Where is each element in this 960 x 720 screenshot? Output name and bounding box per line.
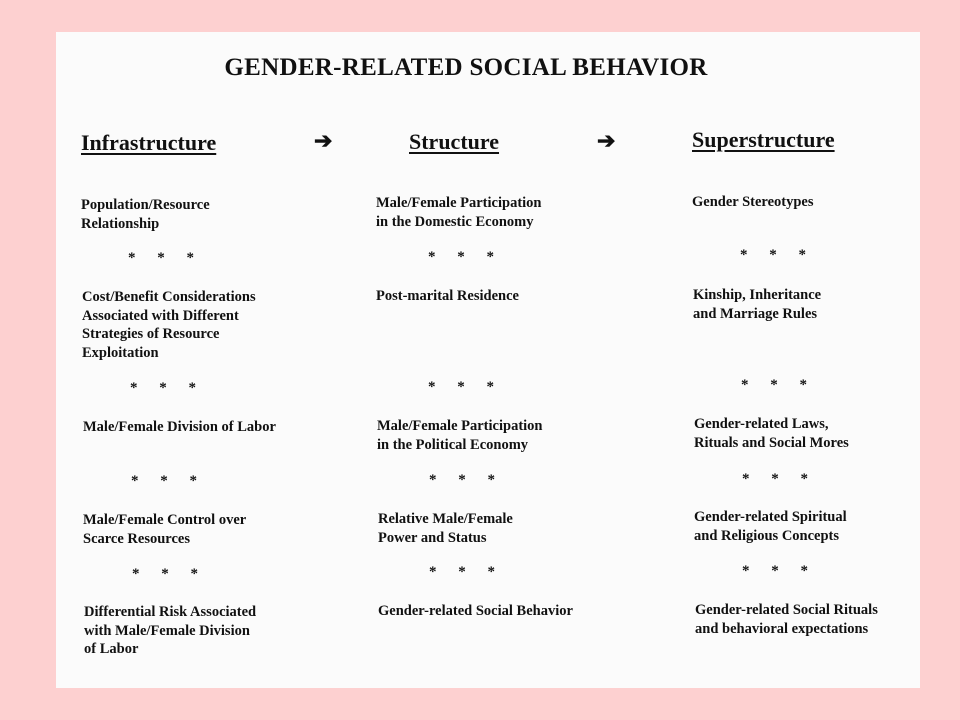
separator: * * * bbox=[742, 471, 817, 487]
superstructure-item-2: Kinship, Inheritance and Marriage Rules bbox=[693, 287, 822, 322]
heading-superstructure: Superstructure bbox=[692, 127, 835, 152]
arrow-right-icon: ➔ bbox=[597, 128, 616, 153]
superstructure-item-1: Gender Stereotypes bbox=[692, 194, 814, 210]
infrastructure-item-4: Male/Female Control over Scarce Resources bbox=[83, 512, 247, 547]
separator: * * * bbox=[742, 563, 817, 579]
separator: * * * bbox=[429, 564, 504, 580]
separator: * * * bbox=[429, 472, 504, 488]
infrastructure-item-2: Cost/Benefit Considerations Associated with Different Strategies of Resource Exploitation bbox=[82, 289, 256, 361]
infrastructure-item-1: Population/Resource Relationship bbox=[81, 197, 210, 232]
heading-infrastructure: Infrastructure bbox=[81, 130, 217, 155]
structure-item-1: Male/Female Participation in the Domestic Economy bbox=[376, 195, 542, 230]
separator: * * * bbox=[130, 380, 205, 396]
infrastructure-item-3: Male/Female Division of Labor bbox=[83, 419, 276, 435]
separator: * * * bbox=[741, 377, 816, 393]
separator: * * * bbox=[740, 247, 815, 263]
superstructure-item-3: Gender-related Laws, Rituals and Social Mores bbox=[694, 416, 849, 451]
diagram-card bbox=[56, 32, 920, 688]
superstructure-item-4: Gender-related Spiritual and Religious Concepts bbox=[694, 509, 847, 544]
structure-item-2: Post-marital Residence bbox=[376, 288, 519, 304]
structure-item-4: Relative Male/Female Power and Status bbox=[378, 511, 513, 546]
infrastructure-item-5: Differential Risk Associated with Male/Female Division of Labor bbox=[84, 604, 257, 657]
arrow-right-icon: ➔ bbox=[314, 128, 333, 153]
separator: * * * bbox=[131, 473, 206, 489]
separator: * * * bbox=[128, 250, 203, 266]
superstructure-item-5: Gender-related Social Rituals and behavioral expectations bbox=[695, 602, 878, 637]
structure-item-3: Male/Female Participation in the Political Economy bbox=[377, 418, 543, 453]
separator: * * * bbox=[428, 249, 503, 265]
diagram-title: GENDER-RELATED SOCIAL BEHAVIOR bbox=[224, 54, 708, 81]
structure-item-5: Gender-related Social Behavior bbox=[378, 603, 573, 619]
separator: * * * bbox=[428, 379, 503, 395]
separator: * * * bbox=[132, 566, 207, 582]
heading-structure: Structure bbox=[409, 129, 500, 154]
